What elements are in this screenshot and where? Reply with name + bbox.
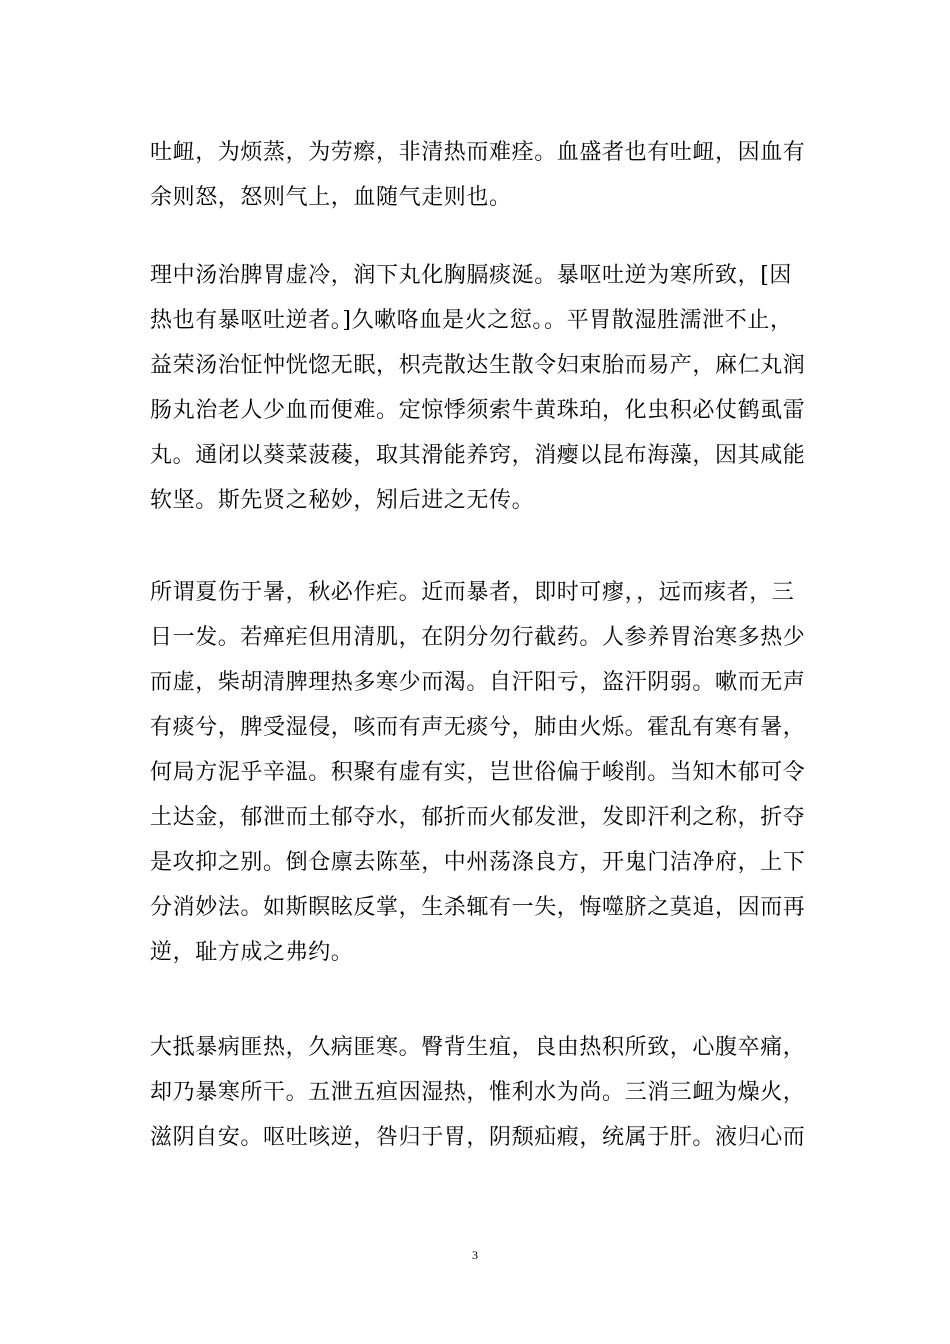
text-line: 而虚，柴胡清脾理热多寒少而渴。自汗阳亏，盗汗阴弱。嗽而无声 xyxy=(150,670,806,695)
text-line: 热也有暴呕吐逆者。]久嗽咯血是火之愆。。平胃散湿胜濡泄不止， xyxy=(150,308,793,333)
text-line: 分消妙法。如斯瞑眩反掌，生杀辄有一失，悔噬脐之莫追，因而再 xyxy=(150,895,806,920)
text-line: 有痰兮，脾受湿侵，咳而有声无痰兮，肺由火烁。霍乱有寒有暑， xyxy=(150,715,806,740)
text-line: 吐衄，为烦蒸，为劳瘵，非清热而难痊。血盛者也有吐衄，因血有 xyxy=(150,140,806,165)
text-line: 软坚。斯先贤之秘妙，矧后进之无传。 xyxy=(150,488,535,513)
text-line: 是攻抑之别。倒仓廪去陈莝，中州荡涤良方，开鬼门洁净府，上下 xyxy=(150,850,806,875)
text-line: 却乃暴寒所干。五泄五疸因湿热，惟利水为尚。三消三衄为燥火， xyxy=(150,1080,806,1105)
text-line: 逆，耻方成之弗约。 xyxy=(150,940,354,965)
text-line: 丸。通闭以葵菜菠薐，取其滑能养窍，消瘿以昆布海藻，因其咸能 xyxy=(150,443,806,468)
page-number: 3 xyxy=(472,1248,478,1262)
text-line: 土达金，郁泄而土郁夺水，郁折而火郁发泄，发即汗利之称，折夺 xyxy=(150,805,806,830)
text-line: 何局方泥乎辛温。积聚有虚有实，岂世俗偏于峻削。当知木郁可令 xyxy=(150,760,806,785)
text-line: 肠丸治老人少血而便难。定惊悸须索牛黄珠珀，化虫积必仗鹤虱雷 xyxy=(150,398,806,423)
text-line: 滋阴自安。呕吐咳逆，咎归于胃，阴颓疝瘕，统属于肝。液归心而 xyxy=(150,1125,806,1150)
paragraph-4 xyxy=(150,1025,810,1160)
paragraph-1 xyxy=(150,130,810,220)
text-line: 益荣汤治怔忡恍惚无眠，枳壳散达生散令妇束胎而易产，麻仁丸润 xyxy=(150,353,806,378)
text-line: 日一发。若瘅疟但用清肌，在阴分勿行截药。人参养胃治寒多热少 xyxy=(150,625,806,650)
text-line: 所谓夏伤于暑，秋必作疟。近而暴者，即时可瘳，，远而痎者，三 xyxy=(150,580,795,605)
paragraph-3 xyxy=(150,570,810,975)
paragraph-2 xyxy=(150,253,810,523)
text-line: 余则怒，怒则气上，血随气走则也。 xyxy=(150,185,512,210)
text-line: 理中汤治脾胃虚冷，润下丸化胸膈痰涎。暴呕吐逆为寒所致，[因 xyxy=(150,263,792,288)
text-line: 大抵暴病匪热，久病匪寒。臀背生疽，良由热积所致，心腹卒痛， xyxy=(150,1035,806,1060)
